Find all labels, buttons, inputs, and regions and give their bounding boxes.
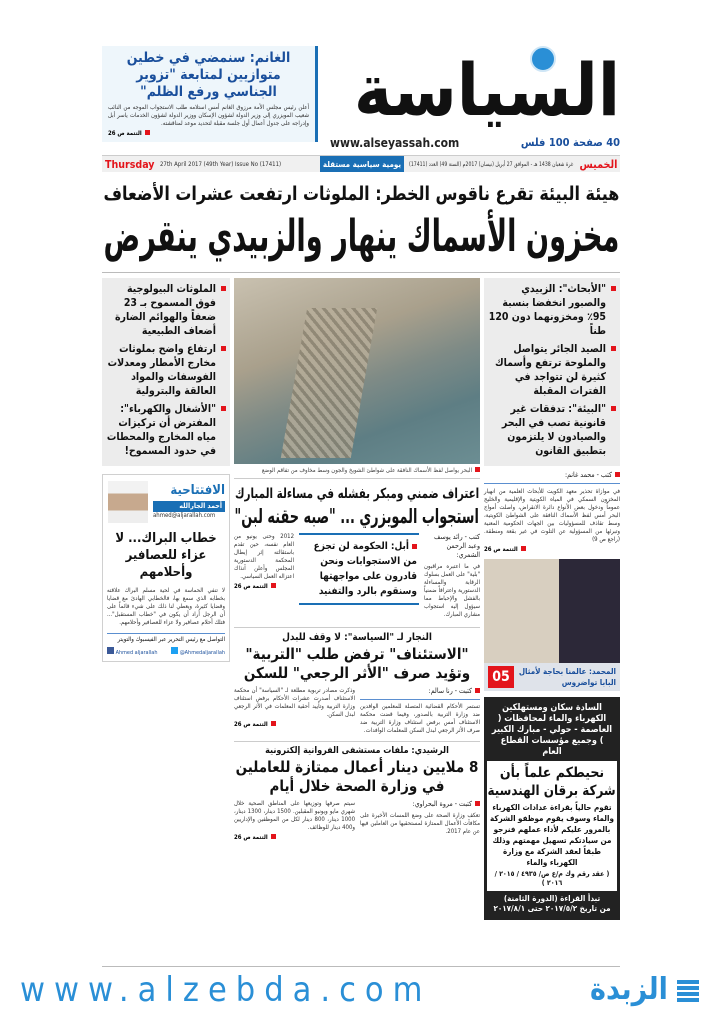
bullet: الملوثات البيولوجية فوق المسموح بـ 23 ضعفاً والهوائم الضارة أضعاف الطبيعية <box>106 282 226 338</box>
editorial-title: خطاب البراك... لا عزاء للعصافير وأحلامهم <box>115 531 217 580</box>
right-column <box>484 278 620 920</box>
social-label: التواصل مع رئيس التحرير عبر الفيسبوك والتويتر <box>107 633 225 644</box>
ad-bottom-banner <box>487 891 617 917</box>
day-english-box <box>105 156 157 172</box>
bullet: ارتفاع واضح بملوثات مخارج الأمطار ومعدلات الفوسفات والمواد العالقة والبترولية <box>106 342 226 398</box>
day-arabic: الخميس <box>579 157 617 171</box>
date-bar <box>102 155 620 172</box>
ad-body: تقوم حالياً بقراءة عدادات الكهرباء والماء وسوف يقوم موظفو الشركة بالمرور عليكم لأداء عملهم فنرجو من سيادتكم تسهيل مهمتهم وذلك طبقاً لعقد الشركة مع وزارة الكهرباء والماء <box>490 803 614 867</box>
najjar-subhead: النجار لـ "السياسة": لا وقف للبدل <box>282 632 432 643</box>
lead-photo-dead-fish-shore <box>234 278 480 464</box>
lead-continued: التتمة ص 26 <box>484 546 620 554</box>
lead-subhead: هيئة البيئة تقرع ناقوس الخطر: الملوثات ارتفعت عشرات الأضعاف <box>103 183 619 205</box>
rashidi-subhead-box <box>234 741 480 758</box>
lead-photo-caption: البحر يواصل لفظ الأسماك النافقة على شواطئ الشويخ والجون وسط مخاوف من تفاقم الوضع <box>234 467 480 479</box>
mowaizri-subhead: اعتراف ضمني ومبكر بفشله في مساءلة المبارك <box>234 486 480 502</box>
editorial-email[interactable]: ahmed@aljarallah.com <box>153 512 216 519</box>
ad-bottom-1: تبدأ القراءة (الدورة الثامنة) <box>503 894 601 903</box>
bullet: الصيد الجائر يتواصل والملوحة ترتفع وأسماك كثيرة لن تتواجد في الفترات المقبلة <box>488 342 616 398</box>
mowaizri-body-right: في ما اعتبره مراقبون "بلية" على العمل بسلوك الرقابة والمساءلة الدستورية واعترافاً ضمنياً بالفشل والإحباط مما سيؤول إليه استجواب مشاري المبارك. <box>424 563 480 618</box>
date-english-box <box>160 156 316 172</box>
day-english: Thursday <box>105 157 155 171</box>
mowaizri-body-left: 2012 وحتى يونيو من العام نفسه، حين تقدم باستقالته إثر إبطال المحكمة الدستورية المجلس وأعلن آنذاك اعتزاله العمل السياسي. <box>234 533 294 580</box>
facebook-link[interactable]: Ahmed aljarallah <box>107 647 157 657</box>
bullet: "الأبحاث": الزبيدي والصبور انخفضا بنسبة 95٪ ومخزونهما دون 120 طناً <box>488 282 616 338</box>
date-arabic-box <box>408 156 574 172</box>
mowaizri-columns <box>234 533 480 619</box>
mowaizri-pullquote: أبل: الحكومة لن تجزع من الاستجوابات ونحن قادرون على مواجهتها وسنقوم بالرد والتفنيد <box>299 533 419 605</box>
rashidi-article-right <box>360 800 480 836</box>
rashidi-body-2: سيتم صرفها وتوزيعها على المناطق الصحية خلال شهري مايو ويونيو المقبلين. 1500 دينار، 1300 دينار، 1000 دينار، 800 دينار لكل من الموظفين والإداريين و400 دينار للوظائف. <box>234 800 356 831</box>
left-column <box>102 278 230 662</box>
tagline-text: يومية سياسية مستقلة <box>322 159 402 169</box>
rashidi-headline[interactable]: 8 ملايين دينار أعمال ممتازة للعاملين في وزارة الصحة خلال أيام <box>235 758 479 795</box>
mowaizri-article-left <box>234 533 294 591</box>
twitter-link[interactable]: @Ahmedaljarallah <box>171 647 225 657</box>
lead-article <box>484 471 620 554</box>
photo-box[interactable] <box>484 559 620 691</box>
burgan-ad[interactable] <box>484 697 620 920</box>
najjar-continued: التتمة ص 26 <box>234 721 355 729</box>
date-english: 27th April 2017 (49th Year) Issue No (17411) <box>160 160 282 168</box>
ad-title-2: شركة برقان الهندسية <box>487 783 617 799</box>
footer-divider <box>102 966 620 967</box>
mowaizri-continued: التتمة ص 26 <box>234 583 294 591</box>
center-column <box>234 278 480 842</box>
lead-headline-box[interactable] <box>102 208 620 266</box>
date-arabic: غرة شعبان 1438 هـ - الموافق 27 أبريل (نيسان) 2017م (السنة 49) العدد (17411) <box>408 160 574 168</box>
day-arabic-box <box>578 156 618 172</box>
najjar-body: تستمر الأحكام القضائية المتصلة للمعلمين الوافدين ضد وزارة التربية بالصدور، وفيما قضت محكمة الاستئناف أمس برفض استئناف وزارة التربية ضد صرف الأثر الرجعي لبدل السكن للمعلمات الوافدات. <box>360 703 480 734</box>
rashidi-subhead: الرشيدي: ملفات مستشفى الفروانية إلكترونية <box>265 746 449 756</box>
mowaizri-headline[interactable]: استجواب المويزري ... "صبه حقنه لبن" <box>234 504 480 528</box>
mowaizri-subhead-box <box>234 485 480 503</box>
photo-box-title: المحمد: عالمنا بحاجة لأمثال البابا تواضروس <box>518 667 616 687</box>
najjar-article-right <box>360 687 480 735</box>
teaser-continued: التتمة ص 26 <box>108 130 309 138</box>
ad-title-1: نحيطكم علماً بأن <box>499 765 605 781</box>
najjar-body-2: وذكرت مصادر تربوية مطلعة لـ "السياسة" أن محكمة الاستئناف أصدرت عشرات الأحكام برفض استئناف وزارة التربية وتأييد أحقية المعلمات في الأثر الرجعي لبدل السكن. <box>234 687 355 718</box>
photo-pope-meeting <box>484 559 620 663</box>
bullet: "الأشغال والكهرباء": المفترض أن تركيزات مياه المخارج والمحطات في حدود المسموح! <box>106 402 226 458</box>
lead-subhead-box <box>102 182 620 206</box>
footer-url[interactable]: www.alzebda.com <box>20 970 432 1010</box>
rashidi-body: تعكف وزارة الصحة على وضع اللمسات الأخيرة على مكافآت الأعمال الممتازة لمستحقيها من العاملين فيها عن عام 2017. <box>360 812 480 835</box>
bullet: "البيئة": تدفقات غير قانونية تصب في البحر والصيادون لا يلتزمون بتطبيق القانون <box>488 402 616 458</box>
divider <box>102 272 620 273</box>
lead-body: في موازاة تحذير معهد الكويت للأبحاث العلمية من انهيار المخزون السمكي في المياه الكويتية والإقليمية والخليج عموماً ودخول بعض الأنواع دائرة الانقراض، واصلت أمواج البحر أمس لفظ الأسماك النافقة على الشواطئ الكويتية، وسط تقاذف للمسؤوليات بين الجهات الحكومية المعنية وتبرئها من المسؤولية عن التلوث في غير بقعة ومنطقة. (راجع ص 9) <box>484 488 620 543</box>
rashidi-columns <box>234 800 480 842</box>
ad-contract: ( عقد رقم وك م/ع ص/ ٤٩٣٥ / ٢٠١٥ / ٢٠١٦ ) <box>494 870 610 887</box>
ad-title-1-box <box>487 764 617 782</box>
site-url[interactable]: www.alseyassah.com <box>330 136 460 150</box>
editorial-column[interactable] <box>102 474 230 662</box>
lead-bullets-right <box>484 278 620 466</box>
newspaper-logo: السياسة <box>353 48 620 132</box>
najjar-columns <box>234 687 480 735</box>
mowaizri-article-right <box>424 533 480 619</box>
ad-bottom-2: من تاريخ ٢٠١٧/٥/٢ حتى ٢٠١٧/٨/١ <box>493 904 611 913</box>
mowaizri-headline-box[interactable] <box>234 503 480 529</box>
front-teaser[interactable] <box>102 46 318 142</box>
rashidi-continued: التتمة ص 26 <box>234 834 355 842</box>
najjar-headline[interactable]: "الاستئناف" ترفض طلب "التربية" وتؤيد صرف "الأثر الرجعي" للسكن <box>243 645 471 682</box>
editorial-label: الافتتاحية <box>170 483 225 498</box>
lead-headline[interactable]: مخزون الأسماك ينهار والزبيدي ينقرض <box>103 211 619 262</box>
najjar-article-left <box>234 687 355 729</box>
rashidi-article-left <box>234 800 355 842</box>
price-pages: 40 صفحة 100 فلس <box>520 136 620 149</box>
lead-bullets-left <box>102 278 230 466</box>
ad-title-2-box <box>487 782 617 800</box>
tagline-badge <box>320 156 404 172</box>
editorial-author: أحمد الجارالله <box>153 501 225 512</box>
teaser-headline[interactable]: الغانم: سنمضي في خطين متوازيين لمتابعة "تزوير الجناسي ورفع الظلم" <box>126 50 291 100</box>
page-number-badge: 05 <box>488 666 514 688</box>
ad-top-banner: السادة سكان ومستهلكين الكهرباء والماء لمحافظات ( العاصمة - حولي - مبارك الكبير ) وجميع مؤسسات القطاع العام <box>487 700 617 761</box>
najjar-byline: كتبت - رنا سالم: <box>360 687 480 696</box>
lead-byline: كتب - محمد غانم: <box>484 471 620 480</box>
teaser-body: أعلن رئيس مجلس الأمة مرزوق الغانم أمس استلامه طلب الاستجواب الموجه من النائب شعيب المويزري إلى وزير الدولة لشؤون الإسكان ووزير الدولة لشؤون الخدمات ياسر أبل وإدراجه على جدول أعمال أول جلسة مقبلة لتحديد موعد لمناقشته. <box>108 104 309 127</box>
rashidi-byline: كتبت - مروة البحراوي: <box>360 800 480 809</box>
najjar-subhead-box <box>234 627 480 645</box>
author-photo <box>108 481 148 523</box>
menu-lines-icon <box>677 980 699 1002</box>
editorial-body: لا تنفي الحماسة في لحية مسلم البراك علاقته بخطابه الذي سمع بها، فالخطابي الهادئ مع قضايا وقضايا كثيرة، ويعطي لنا ذلك على شيء قائماً على أن الرجل أراد أن يكون في "خطاب المستقبل"... فتلك أحلام عصافير ولا عزاء للعصافير وأحلامهم. <box>107 587 225 626</box>
mowaizri-byline: كتب - رائد يوسف وعبد الرحمن الشمري: <box>433 533 480 559</box>
facebook-icon <box>107 647 114 654</box>
twitter-icon <box>171 647 178 654</box>
footer-logo: الزبدة <box>590 970 699 1010</box>
